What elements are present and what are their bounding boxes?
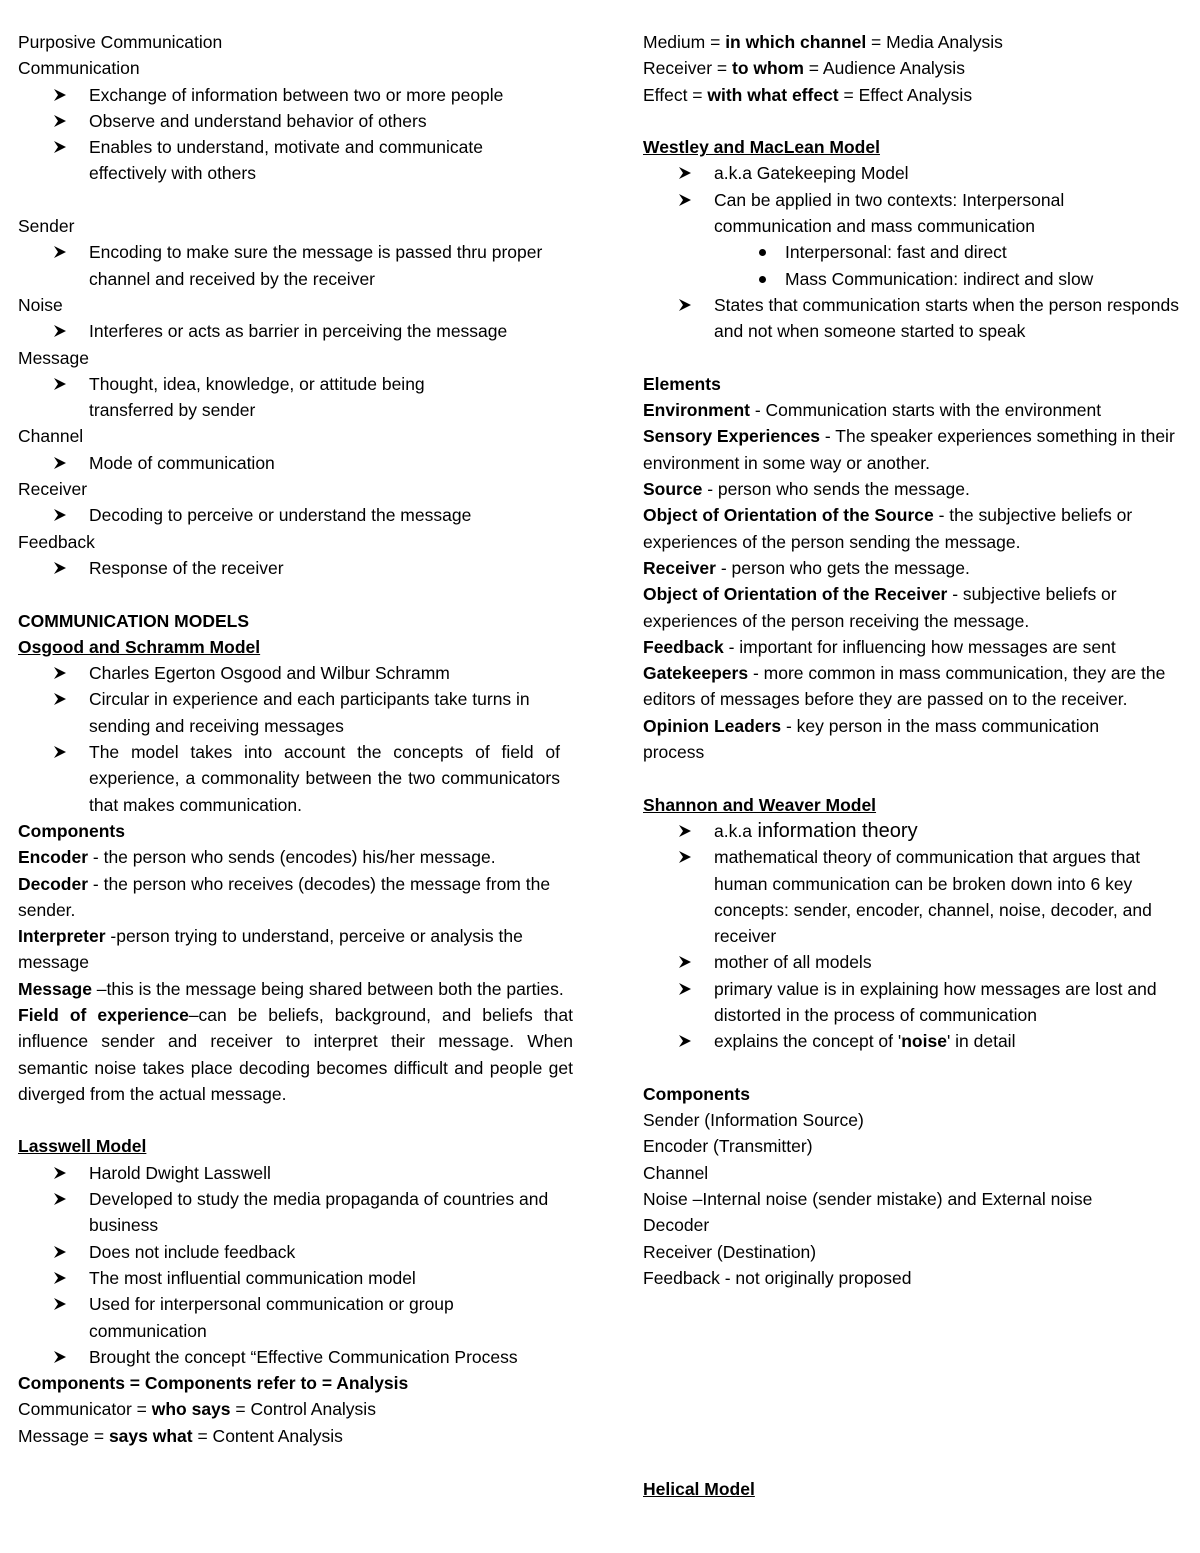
arrow-bullet-icon <box>678 193 692 207</box>
section-heading-noise: Noise <box>18 294 63 315</box>
arrow-bullet-icon <box>53 666 67 680</box>
arrow-bullet-icon <box>678 850 692 864</box>
arrow-bullet-icon <box>53 324 67 338</box>
definition-item: Receiver - person who gets the message. <box>643 557 970 578</box>
definition-item: Message –this is the message being shared between both the parties. <box>18 978 564 999</box>
bullet-item: Used for interpersonal communication or group communication <box>18 1291 578 1344</box>
arrow-bullet-icon <box>678 982 692 996</box>
component-item: Sender (Information Source) <box>643 1110 864 1131</box>
component-item: Receiver (Destination) <box>643 1241 817 1262</box>
arrow-bullet-icon <box>678 298 692 312</box>
definition-item: Feedback - important for influencing how messages are sent <box>643 636 1116 657</box>
section-heading-models: COMMUNICATION MODELS <box>18 610 250 631</box>
bullet-item: Enables to understand, motivate and communicate effectively with others <box>18 134 578 187</box>
arrow-bullet-icon <box>678 955 692 969</box>
component-item: Feedback - not originally proposed <box>643 1267 912 1288</box>
arrow-bullet-icon <box>53 1192 67 1206</box>
bullet-item: Response of the receiver <box>18 555 578 581</box>
sub-bullet-item: Interpersonal: fast and direct <box>643 239 1198 265</box>
bullet-item: a.k.a information theory <box>643 818 1198 844</box>
lasswell-row: Effect = with what effect = Effect Analysis <box>643 84 973 105</box>
bullet-item: Developed to study the media propaganda of countries and business <box>18 1186 578 1239</box>
lasswell-row: Medium = in which channel = Media Analysis <box>643 32 1003 52</box>
arrow-bullet-icon <box>53 745 67 759</box>
model-heading-westley: Westley and MacLean Model <box>643 137 880 158</box>
lasswell-row: Communicator = who says = Control Analysis <box>18 1399 376 1420</box>
bullet-item: Interferes or acts as barrier in perceiving the message <box>18 318 578 344</box>
arrow-bullet-icon <box>678 166 692 180</box>
bullet-item: Harold Dwight Lasswell <box>18 1160 578 1186</box>
arrow-bullet-icon <box>53 88 67 102</box>
model-heading-osgood: Osgood and Schramm Model <box>18 636 261 657</box>
component-item: Channel <box>643 1162 709 1183</box>
bullet-item: Exchange of information between two or more people <box>18 82 578 108</box>
definition-item: Opinion Leaders - key person in the mass communication process <box>643 715 1100 763</box>
arrow-bullet-icon <box>53 692 67 706</box>
arrow-bullet-icon <box>678 1034 692 1048</box>
definition-item: Encoder - the person who sends (encodes) his/her message. <box>18 847 496 868</box>
component-item: Decoder <box>643 1215 710 1236</box>
model-heading-shannon: Shannon and Weaver Model <box>643 794 877 815</box>
elements-heading: Elements <box>643 373 721 394</box>
bullet-item: Does not include feedback <box>18 1239 578 1265</box>
section-heading-sender: Sender <box>18 216 75 237</box>
components-heading: Components <box>643 1083 750 1104</box>
bullet-item: The most influential communication model <box>18 1265 578 1291</box>
bullet-dot-icon <box>759 249 766 256</box>
bullet-item: Observe and understand behavior of others <box>18 108 578 134</box>
arrow-bullet-icon <box>53 1297 67 1311</box>
arrow-bullet-icon <box>53 245 67 259</box>
arrow-bullet-icon <box>53 456 67 470</box>
bullet-item: Decoding to perceive or understand the message <box>18 502 578 528</box>
sub-bullet-item: Mass Communication: indirect and slow <box>643 266 1198 292</box>
arrow-bullet-icon <box>53 140 67 154</box>
model-heading-lasswell: Lasswell Model <box>18 1136 147 1157</box>
bullet-item: States that communication starts when the person responds and not when someone started to speak <box>643 292 1198 345</box>
definition-item: Object of Orientation of the Source - the subjective beliefs or experiences of the person sending the message. <box>643 505 1133 552</box>
definition-item: Interpreter -person trying to understand, perceive or analysis the message <box>18 926 523 973</box>
left-column <box>18 29 578 1449</box>
definition-item: Field of experience–can be beliefs, background, and beliefs that influence sender and receiver to interpret their message. When semantic noise takes place decoding becomes difficult and people get diverged from the actual message. <box>18 1004 573 1104</box>
bullet-item: Brought the concept “Effective Communication Process <box>18 1344 578 1370</box>
definition-item: Source - person who sends the message. <box>643 479 970 500</box>
bullet-item: mathematical theory of communication that argues that human communication can be broken down into 6 key concepts: sender, encoder, channel, noise, decoder, and receiver <box>643 844 1198 949</box>
arrow-bullet-icon <box>53 1245 67 1259</box>
component-item: Noise –Internal noise (sender mistake) and External noise <box>643 1189 1093 1210</box>
definition-item: Object of Orientation of the Receiver - subjective beliefs or experiences of the person receiving the message. <box>643 584 1117 631</box>
arrow-bullet-icon <box>53 508 67 522</box>
arrow-bullet-icon <box>53 1350 67 1364</box>
bullet-item: The model takes into account the concepts of field of experience, a commonality between the two communicators that makes communication. <box>18 739 578 818</box>
bullet-item: Charles Egerton Osgood and Wilbur Schramm <box>18 660 578 686</box>
bullet-dot-icon <box>759 276 766 283</box>
definition-item: Gatekeepers - more common in mass communication, they are the editors of messages before they are passed on to the receiver. <box>643 663 1166 710</box>
bullet-item: Encoding to make sure the message is passed thru proper channel and received by the receiver <box>18 239 578 292</box>
section-heading-feedback: Feedback <box>18 531 95 552</box>
bullet-item: Thought, idea, knowledge, or attitude being transferred by sender <box>18 371 578 424</box>
section-heading-message: Message <box>18 347 90 368</box>
model-heading-helical: Helical Model <box>643 1479 755 1499</box>
section-heading-communication: Communication <box>18 58 140 79</box>
lasswell-row: Message = says what = Content Analysis <box>18 1425 343 1446</box>
section-heading-receiver: Receiver <box>18 479 88 500</box>
arrow-bullet-icon <box>53 1271 67 1285</box>
bullet-item: a.k.a Gatekeeping Model <box>643 160 1198 186</box>
definition-item: Environment - Communication starts with the environment <box>643 400 1102 421</box>
bullet-item: primary value is in explaining how messages are lost and distorted in the process of communication <box>643 976 1198 1029</box>
section-heading-channel: Channel <box>18 426 84 447</box>
arrow-bullet-icon <box>678 824 692 838</box>
component-item: Encoder (Transmitter) <box>643 1136 813 1157</box>
arrow-bullet-icon <box>53 114 67 128</box>
definition-item: Decoder - the person who receives (decodes) the message from the sender. <box>18 873 551 920</box>
bullet-item: explains the concept of 'noise' in detail <box>643 1028 1198 1054</box>
bullet-item: Circular in experience and each participants take turns in sending and receiving messages <box>18 686 578 739</box>
lasswell-table-header: Components = Components refer to = Analysis <box>18 1373 409 1394</box>
lasswell-row: Receiver = to whom = Audience Analysis <box>643 58 965 79</box>
components-heading: Components <box>18 820 125 841</box>
bullet-item: Mode of communication <box>18 450 578 476</box>
arrow-bullet-icon <box>53 1166 67 1180</box>
arrow-bullet-icon <box>53 561 67 575</box>
arrow-bullet-icon <box>53 377 67 391</box>
bullet-item: Can be applied in two contexts: Interpersonal communication and mass communication <box>643 187 1198 240</box>
document-title: Purposive Communication <box>18 32 223 52</box>
bullet-item: mother of all models <box>643 949 1198 975</box>
right-column <box>643 29 1198 1291</box>
definition-item: Sensory Experiences - The speaker experiences something in their environment in some way or another. <box>643 426 1175 473</box>
